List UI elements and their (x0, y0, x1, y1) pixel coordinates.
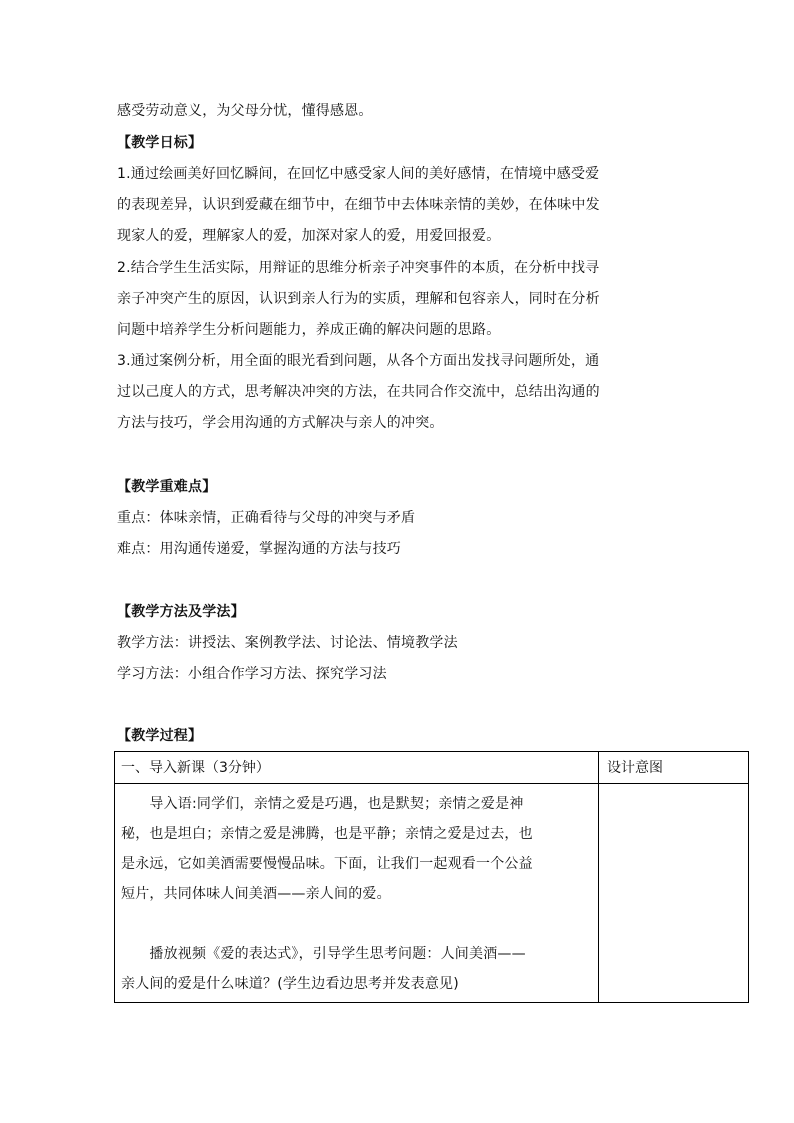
teaching-process-table (114, 751, 749, 1003)
key-points-heading: 【教学重难点】 (117, 479, 217, 495)
objectives-heading: 【教学日标】 (117, 135, 203, 151)
section-title-cell: 一、导入新课（3分钟） (115, 752, 599, 784)
objective-line: 现家人的爱，理解家人的爱，加深对家人的爱，用爱回报爱。 (117, 228, 501, 244)
process-content-cell (115, 784, 599, 1003)
content-line: 亲人间的爱是什么味道？(学生边看边思考并发表意见) (121, 976, 459, 992)
methods-heading: 【教学方法及学法】 (117, 604, 245, 620)
key-point-difficulty: 难点：用沟通传递爱，掌握沟通的方法与技巧 (117, 541, 401, 557)
content-line: 导入语:同学们，亲情之爱是巧遇，也是默契；亲情之爱是神 (121, 796, 524, 812)
content-line: 秘，也是坦白；亲情之爱是沸腾，也是平静；亲情之爱是过去，也 (121, 826, 533, 842)
design-intent-cell (599, 784, 749, 1003)
objective-line: 问题中培养学生分析问题能力，养成正确的解决问题的思路。 (117, 322, 501, 338)
content-line: 播放视频《爱的表达式》，引导学生思考问题：人间美酒—— (121, 946, 526, 962)
objective-line: 的表现差异，认识到爱藏在细节中，在细节中去体味亲情的美妙，在体味中发 (117, 197, 600, 213)
objective-line: 3.通过案例分析，用全面的眼光看到问题，从各个方面出发找寻问题所处，通 (117, 353, 600, 369)
table-body-row (115, 784, 749, 1003)
intro-tail-text: 感受劳动意义，为父母分忧，懂得感恩。 (117, 103, 373, 119)
content-line: 短片，共同体味人间美酒——亲人间的爱。 (121, 886, 391, 902)
table-header-row (115, 752, 749, 784)
objective-line: 2.结合学生生活实际，用辩证的思维分析亲子冲突事件的本质，在分析中找寻 (117, 260, 600, 276)
design-intent-header: 设计意图 (599, 752, 749, 784)
learning-method: 学习方法：小组合作学习方法、探究学习法 (117, 666, 387, 682)
objective-line: 过以己度人的方式，思考解决冲突的方法，在共同合作交流中，总结出沟通的 (117, 384, 600, 400)
teaching-method: 教学方法：讲授法、案例教学法、讨论法、情境教学法 (117, 635, 458, 651)
key-point-focus: 重点：体味亲情，正确看待与父母的冲突与矛盾 (117, 510, 416, 526)
objective-line: 方法与技巧，学会用沟通的方式解决与亲人的冲突。 (117, 415, 444, 431)
objective-line: 亲子冲突产生的原因，认识到亲人行为的实质，理解和包容亲人，同时在分析 (117, 291, 600, 307)
process-heading: 【教学过程】 (117, 728, 203, 744)
objective-line: 1.通过绘画美好回忆瞬间，在回忆中感受家人间的美好感情，在情境中感受爱 (117, 166, 600, 182)
content-line: 是永远，它如美酒需要慢慢品味。下面，让我们一起观看一个公益 (121, 856, 533, 872)
